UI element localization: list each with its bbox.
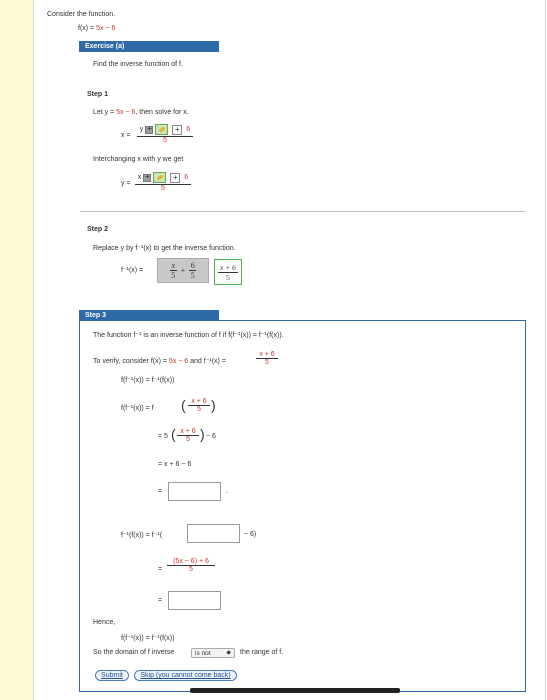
interchange-text: Interchanging x with y we get (93, 156, 184, 163)
eq1-var: y (139, 126, 144, 133)
check-answer-box (214, 259, 242, 285)
l5-eq: = (158, 488, 163, 495)
step2-line: Replace y by f⁻¹(x) to get the inverse function. (93, 245, 236, 252)
pencil-icon[interactable] (155, 124, 168, 135)
paren-close: ) (211, 397, 216, 413)
l2-fraction (188, 398, 210, 413)
answer-t1-den: 5 (171, 271, 176, 280)
answer-t2-den: 5 (190, 271, 195, 280)
l7-fraction (167, 558, 215, 573)
l3-den: 5 (186, 436, 190, 443)
l3-num: x + 6 (180, 428, 196, 435)
step3-statement: The function f⁻¹ is an inverse function of f if f(f⁻¹(x)) = f⁻¹(f(x)). (93, 332, 284, 339)
left-rail (0, 0, 33, 700)
hence-equation: f(f⁻¹(x)) = f⁻¹(f(x)) (121, 635, 175, 642)
answer-plus: + (180, 266, 186, 275)
eq1-plus[interactable]: + (172, 125, 182, 135)
exercise-prompt: Find the inverse function of f. (93, 61, 183, 68)
function-rhs: 5x − 6 (96, 25, 116, 32)
step1-line (93, 109, 189, 116)
plusminus-icon[interactable] (145, 126, 153, 134)
step2-answer-box[interactable] (157, 258, 209, 283)
eq1-lhs: x = (121, 132, 131, 139)
verify-mid: and f⁻¹(x) = (188, 358, 226, 365)
domain-pre: So the domain of f inverse (93, 649, 175, 656)
divider (80, 211, 526, 212)
domain-select[interactable]: is not ◆ (191, 648, 235, 658)
domain-post: the range of f. (240, 649, 284, 656)
eq1-fraction (137, 123, 193, 144)
step1-line-pre: Let y = (93, 109, 117, 116)
eq1-const: 6 (186, 126, 191, 133)
step3-l2-lhs: f(f⁻¹(x)) = f (121, 405, 154, 412)
eq1-den: 5 (163, 137, 167, 144)
l8-eq: = (158, 597, 163, 604)
eq2-fraction (135, 171, 191, 192)
l5-answer-input[interactable] (168, 482, 221, 501)
eq2-den: 5 (161, 185, 165, 192)
step3-header: Step 3 (79, 310, 219, 321)
l2-den: 5 (197, 406, 201, 413)
eq2-lhs: y = (121, 180, 131, 187)
step3-l2-paren-close (211, 397, 216, 413)
l3-post: − 6 (206, 433, 216, 440)
plusminus-icon[interactable] (143, 174, 151, 182)
l3-pre: = 5 (158, 433, 168, 440)
l3-fraction (177, 428, 199, 443)
l6-answer-input[interactable] (187, 524, 240, 543)
l8-answer-input[interactable] (168, 591, 221, 610)
verify-pre: To verify, consider f(x) = (93, 358, 169, 365)
step2-lhs: f⁻¹(x) = (121, 267, 144, 274)
step1-line-red: 5x − 6 (116, 109, 136, 116)
eq2-var: x (137, 174, 142, 181)
step3-l2-paren (181, 397, 186, 413)
l5-dot: . (226, 488, 228, 495)
answer-t2-num: 6 (190, 261, 195, 270)
eq2-plus[interactable]: + (170, 173, 180, 183)
submit-button[interactable]: Submit (95, 670, 129, 681)
verify-line (93, 357, 226, 365)
verify-red: 5x − 6 (168, 358, 189, 365)
l7-eq: = (158, 566, 163, 573)
intro-text: Consider the function. (47, 11, 116, 18)
step1-title: Step 1 (87, 91, 109, 98)
l7-num: (5x − 6) + 6 (173, 558, 209, 565)
verify-num: x + 6 (259, 351, 275, 358)
l6-post: − 6) (244, 531, 257, 538)
check-num: x + 6 (220, 262, 236, 272)
step2-title: Step 2 (87, 226, 109, 233)
exercise-header: Exercise (a) (79, 41, 219, 52)
hence-label: Hence, (93, 619, 116, 626)
step3-l4: = x + 6 − 6 (158, 461, 192, 468)
pencil-icon[interactable] (153, 172, 166, 183)
eq2-const: 6 (184, 174, 189, 181)
paren-open: ( (181, 397, 186, 413)
step3-l1: f(f⁻¹(x)) = f⁻¹(f(x)) (121, 377, 175, 384)
bottom-edge-bar (190, 688, 400, 693)
l6-lhs: f⁻¹(f(x)) = f⁻¹( (121, 532, 163, 539)
answer-t1-num: x (171, 261, 176, 270)
l2-num: x + 6 (191, 398, 207, 405)
verify-fraction (256, 351, 278, 366)
function-lhs: f(x) = (78, 25, 97, 32)
check-den: 5 (226, 272, 230, 282)
skip-button[interactable]: Skip (you cannot come back) (134, 670, 237, 681)
verify-den: 5 (265, 359, 269, 366)
l7-den: 5 (189, 566, 193, 573)
l3-paren-close: ) (200, 426, 205, 442)
function-definition (78, 25, 115, 32)
l3-paren-open: ( (171, 426, 176, 442)
step1-line-post: , then solve for x. (135, 109, 189, 116)
